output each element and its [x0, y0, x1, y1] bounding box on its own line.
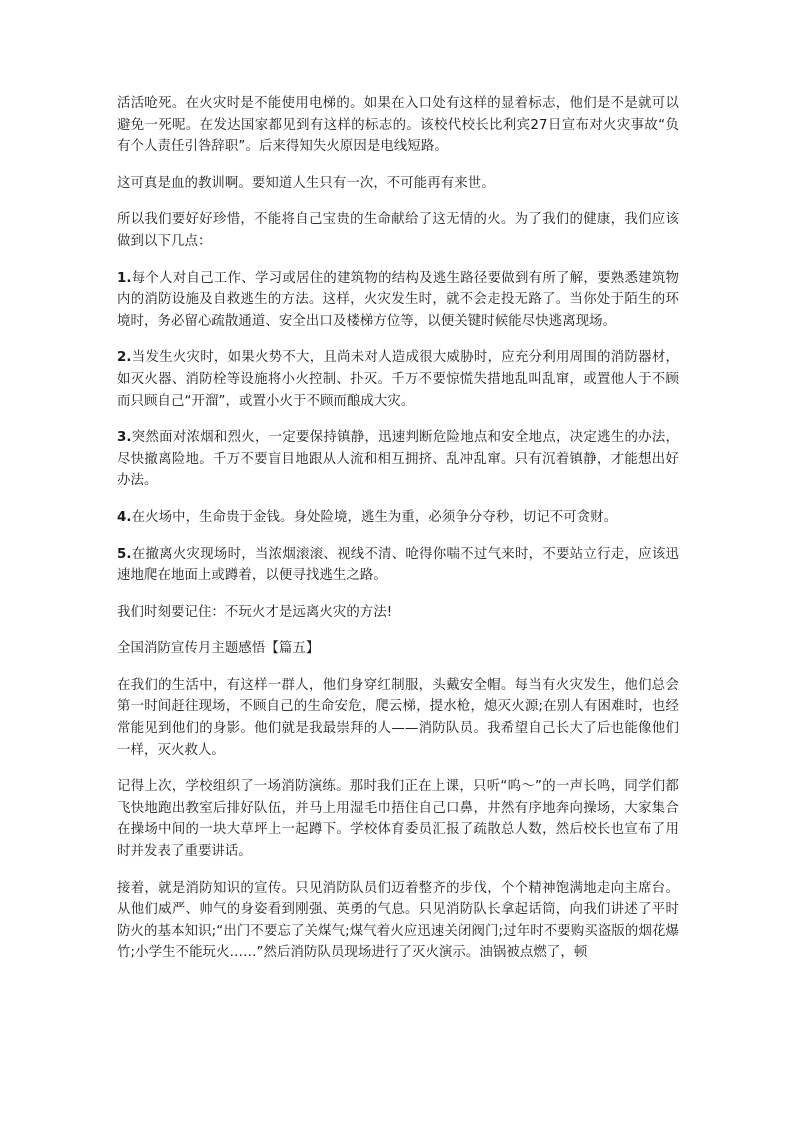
list-item-2: 2.当发生火灾时，如果火势不大，且尚未对人造成很大威胁时，应充分利用周围的消防器材，如灭火器、消防栓等设施将小火控制、扑灭。千万不要惊慌失措地乱叫乱窜，或置他人于不顾而只顾自己“开溜”，或置小火于不顾而酿成大灾。: [117, 350, 679, 409]
paragraph-6: 接着，就是消防知识的宣传。只见消防队员们迈着整齐的步伐，个个精神饱满地走向主席台。从他们威严、帅气的身姿看到刚强、英勇的气息。只见消防队长拿起话筒，向我们讲述了平时防火的基本知识;“出门不要忘了关煤气;煤气着火应迅速关闭阀门;过年时不要购买盗版的烟花爆竹;小学生不能玩火……”然后消防队员现场进行了灭火演示。油锅被点燃了，顿: [117, 880, 679, 961]
paragraph-5: 记得上次，学校组织了一场消防演练。那时我们正在上课，只听“呜～”的一声长鸣，同学们都飞快地跑出教室后排好队伍，并马上用湿毛巾捂住自己口鼻，井然有序地奔向操场，大家集合在操场中间的一块大草坪上一起蹲下。学校体育委员汇报了疏散总人数，然后校长也宣布了用时并发表了重要讲话。: [117, 779, 679, 860]
list-number: 4.: [117, 509, 132, 525]
list-item-4: 4.在火场中，生命贵于金钱。身处险境，逃生为重，必须争分夺秒，切记不可贪财。: [117, 509, 618, 525]
section-heading: 全国消防宣传月主题感悟【篇五】: [117, 641, 320, 657]
list-number: 5.: [117, 546, 132, 562]
list-item-3: 3.突然面对浓烟和烈火，一定要保持镇静，迅速判断危险地点和安全地点，决定逃生的办法，尽快撤离险地。千万不要盲目地跟从人流和相互拥挤、乱冲乱窜。只有沉着镇静，才能想出好办法。: [117, 430, 679, 489]
document-body: [117, 93, 679, 964]
list-item-5: 5.在撤离火灾现场时，当浓烟滚滚、视线不清、呛得你喘不过气来时，不要站立行走，应该迅速地爬在地面上或蹲着，以便寻找逃生之路。: [117, 546, 679, 584]
paragraph-3: 所以我们要好好珍惜，不能将自己宝贵的生命献给了这无情的火。为了我们的健康，我们应该做到以下几点：: [117, 212, 679, 249]
list-item-1: 1.每个人对自己工作、学习或居住的建筑物的结构及逃生路径要做到有所了解，要熟悉建筑物内的消防设施及自救逃生的方法。这样，火灾发生时，就不会走投无路了。当你处于陌生的环境时，务必留心疏散通道、安全出口及楼梯方位等，以便关键时候能尽快逃离现场。: [117, 270, 679, 329]
paragraph-2: 这可真是血的教训啊。要知道人生只有一次，不可能再有来世。: [117, 175, 495, 191]
paragraph-1: 活活呛死。在火灾时是不能使用电梯的。如果在入口处有这样的显着标志，他们是不是就可以避免一死呢。在发达国家都见到有这样的标志的。该校代校长比利宾27日宣布对火灾事故“负有个人责任引咎辞职”。后来得知失火原因是电线短路。: [117, 96, 679, 155]
list-number: 2.: [117, 350, 132, 366]
paragraph-4: 在我们的生活中，有这样一群人，他们身穿红制服，头戴安全帽。每当有火灾发生，他们总会第一时间赶往现场，不顾自己的生命安危，爬云梯，提水枪，熄灭火源;在别人有困难时，也经常能见到他们的身影。他们就是我最崇拜的人——消防队员。我希望自己长大了后也能像他们一样，灭火救人。: [117, 677, 679, 758]
list-number: 1.: [117, 270, 132, 286]
paragraph-reminder: 我们时刻要记住：不玩火才是远离火灾的方法!: [117, 604, 393, 620]
list-number: 3.: [117, 430, 132, 446]
